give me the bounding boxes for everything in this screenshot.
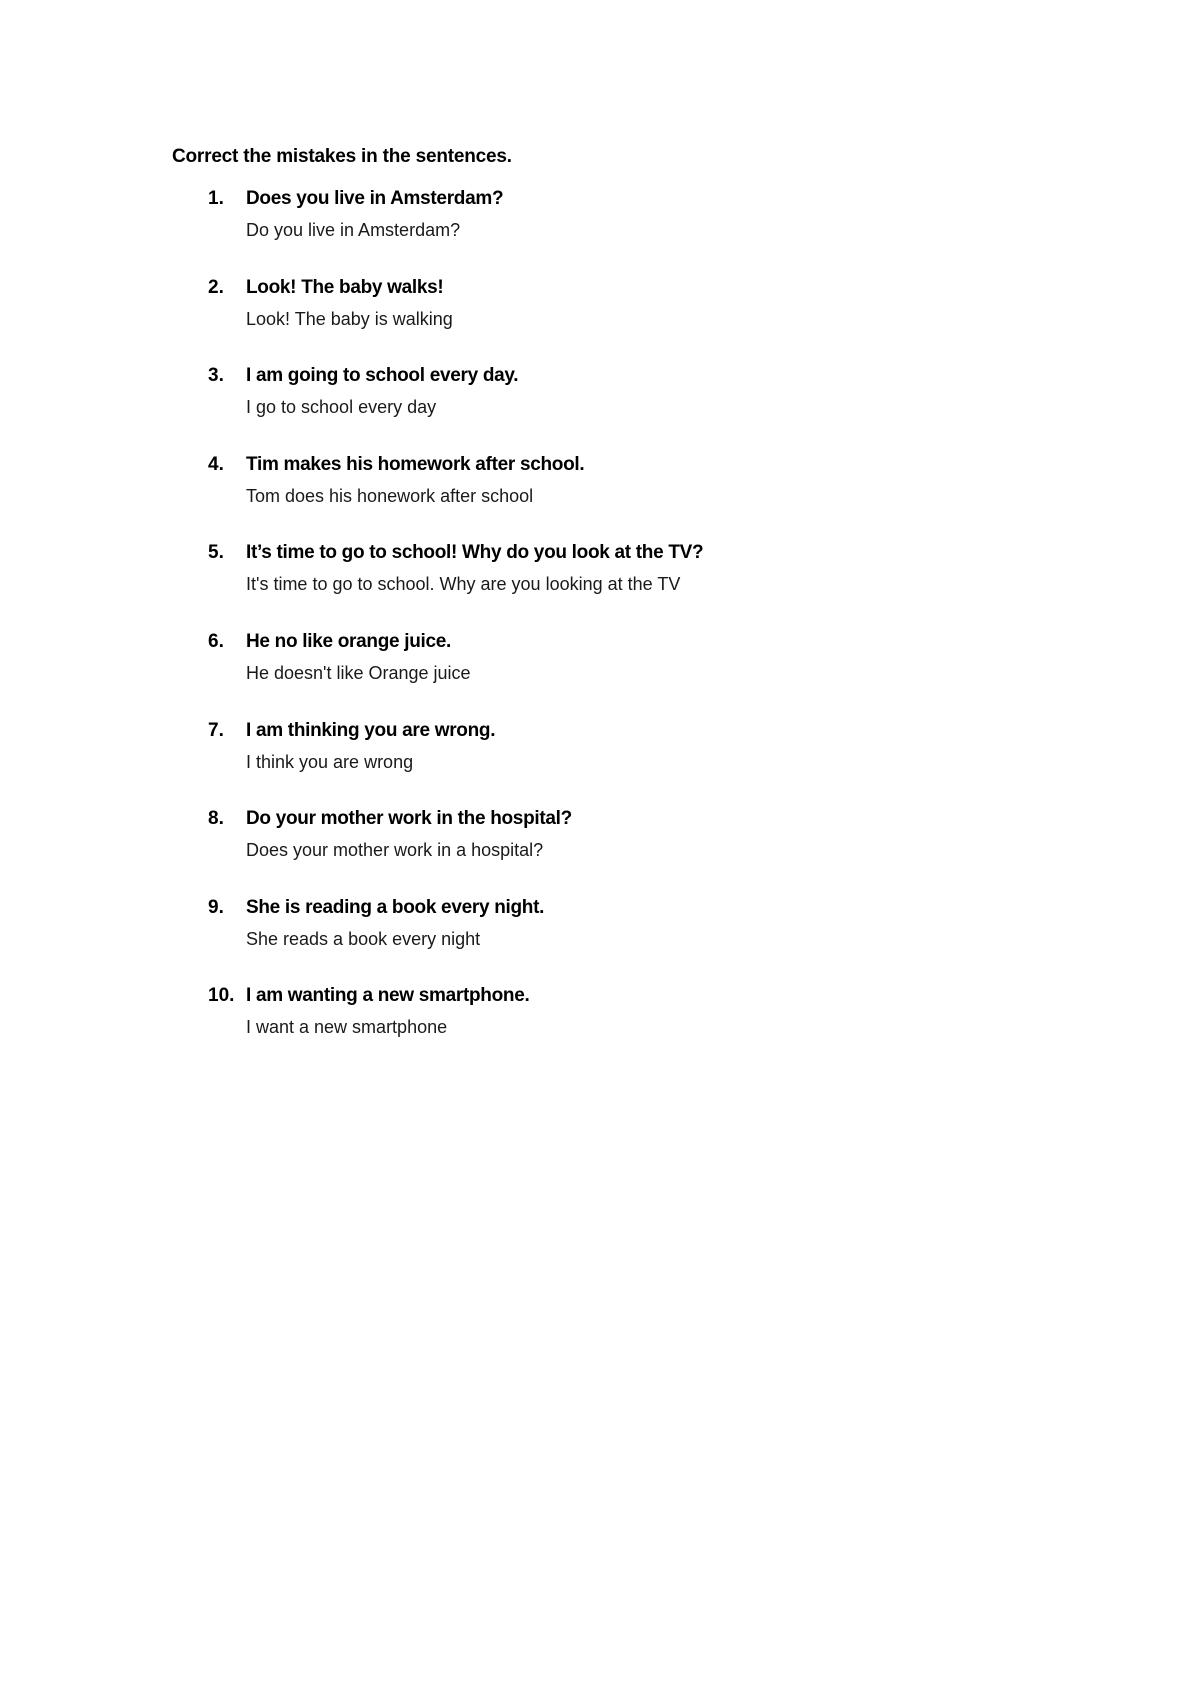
item-mistake-sentence: Look! The baby walks! (246, 276, 444, 298)
exercise-item-2 (172, 277, 1072, 366)
item-mistake-sentence: Do your mother work in the hospital? (246, 808, 572, 830)
exercise-list (172, 188, 1072, 1074)
item-mistake-sentence: It’s time to go to school! Why do you look at the TV? (246, 542, 704, 564)
exercise-item-9 (172, 897, 1072, 986)
item-mistake-sentence: I am thinking you are wrong. (246, 719, 496, 741)
item-correction-text: Look! The baby is walking (246, 308, 453, 329)
exercise-item-5 (172, 542, 1072, 631)
exercise-item-4 (172, 454, 1072, 543)
exercise-item-7 (172, 720, 1072, 809)
item-number: 10. (208, 985, 235, 1007)
item-correction-text: It's time to go to school. Why are you looking at the TV (246, 574, 681, 595)
item-number: 2. (208, 276, 224, 298)
item-number: 8. (208, 808, 224, 830)
item-mistake-sentence: Tim makes his homework after school. (246, 453, 585, 475)
item-correction-text: She reads a book every night (246, 928, 481, 949)
item-correction-text: I think you are wrong (246, 751, 414, 772)
exercise-item-6 (172, 631, 1072, 720)
item-correction-text: Does your mother work in a hospital? (246, 840, 544, 861)
item-correction-text: Tom does his honework after school (246, 485, 534, 506)
item-correction-text: I go to school every day (246, 397, 437, 418)
item-number: 3. (208, 365, 224, 387)
item-number: 7. (208, 719, 224, 741)
item-number: 9. (208, 896, 224, 918)
item-mistake-sentence: I am going to school every day. (246, 365, 519, 387)
item-mistake-sentence: I am wanting a new smartphone. (246, 985, 530, 1007)
item-mistake-sentence: Does you live in Amsterdam? (246, 188, 504, 209)
exercise-item-3 (172, 365, 1072, 454)
exercise-item-8 (172, 808, 1072, 897)
item-mistake-sentence: She is reading a book every night. (246, 896, 545, 918)
exercise-item-10 (172, 985, 1072, 1074)
item-correction-text: He doesn't like Orange juice (246, 662, 471, 683)
exercise-instruction: Correct the mistakes in the sentences. (172, 146, 512, 167)
item-correction-text: I want a new smartphone (246, 1017, 448, 1038)
item-number: 5. (208, 542, 224, 564)
item-number: 6. (208, 630, 224, 652)
exercise-item-1 (172, 188, 1072, 277)
item-correction-text: Do you live in Amsterdam? (246, 220, 461, 240)
item-number: 4. (208, 453, 224, 475)
item-number: 1. (208, 188, 224, 209)
item-mistake-sentence: He no like orange juice. (246, 630, 452, 652)
